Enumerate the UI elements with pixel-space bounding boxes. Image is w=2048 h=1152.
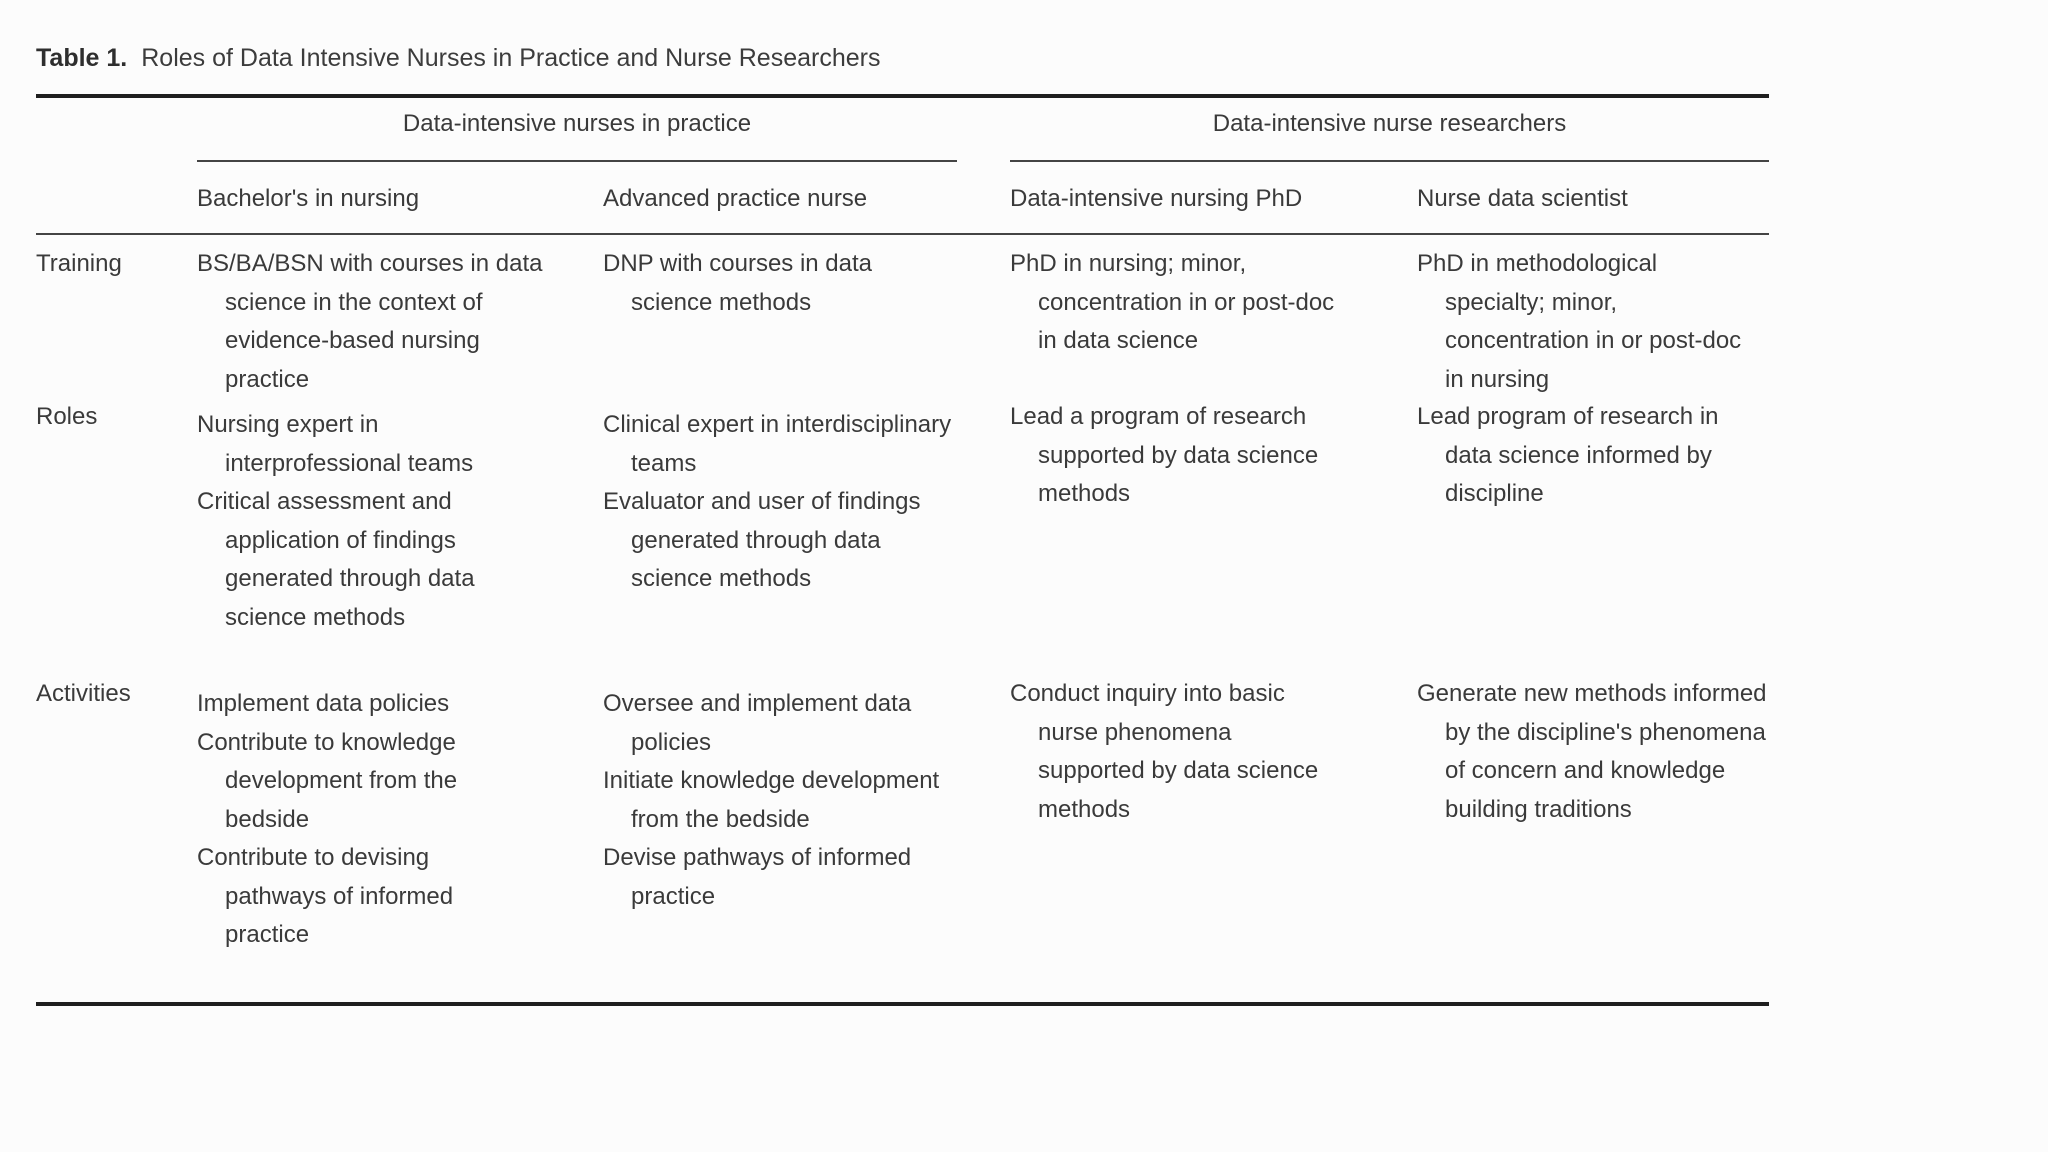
cell-entry: Devise pathways of informed practice bbox=[603, 844, 912, 910]
group-rule-researchers bbox=[1010, 160, 1769, 162]
table-title bbox=[36, 44, 880, 73]
table-cell bbox=[197, 406, 537, 637]
column-header-advanced-practice: Advanced practice nurse bbox=[603, 185, 868, 212]
cell-entry: Initiate knowledge development from the bedside bbox=[603, 767, 940, 833]
cell-entry: Implement data policies bbox=[197, 690, 450, 717]
cell-entry: Lead program of research in data science informed by discipline bbox=[1417, 403, 1719, 507]
table-cell bbox=[197, 245, 547, 399]
column-header-nursing-phd: Data-intensive nursing PhD bbox=[1010, 185, 1303, 212]
table-cell bbox=[1417, 675, 1772, 829]
cell-entry: Contribute to devising pathways of informed practice bbox=[197, 844, 454, 948]
table-label: Table 1. bbox=[36, 44, 128, 72]
header-rule bbox=[36, 233, 1769, 235]
group-rule-practice bbox=[197, 160, 957, 162]
cell-entry: Evaluator and user of findings generated through data science methods bbox=[603, 488, 921, 592]
cell-entry: Generate new methods informed by the discipline's phenomena of concern and knowledge building traditions bbox=[1417, 680, 1767, 823]
cell-entry: Contribute to knowledge development from the bedside bbox=[197, 728, 458, 833]
cell-entry: Nursing expert in interprofessional teams bbox=[197, 411, 474, 477]
table-cell bbox=[1417, 245, 1742, 399]
table-cell bbox=[1417, 398, 1757, 514]
cell-entry: Oversee and implement data policies bbox=[603, 690, 912, 756]
table-caption: Roles of Data Intensive Nurses in Practice and Nurse Researchers bbox=[141, 44, 881, 72]
column-header-bachelors: Bachelor's in nursing bbox=[197, 185, 420, 212]
group-header-practice: Data-intensive nurses in practice bbox=[402, 110, 752, 137]
row-label-training: Training bbox=[36, 250, 122, 277]
bottom-rule bbox=[36, 1002, 1769, 1006]
cell-entry: PhD in methodological specialty; minor, concentration in or post-doc in nursing bbox=[1417, 250, 1742, 393]
group-header-researchers: Data-intensive nurse researchers bbox=[1212, 110, 1567, 137]
cell-entry: Conduct inquiry into basic nurse phenomena supported by data science methods bbox=[1010, 680, 1319, 823]
cell-entry: Critical assessment and application of findings generated through data science methods bbox=[197, 488, 475, 631]
cell-entry: BS/BA/BSN with courses in data science in the context of evidence-based nursing practice bbox=[197, 250, 543, 393]
table-cell bbox=[603, 245, 953, 322]
table-cell bbox=[603, 685, 963, 916]
table-cell bbox=[197, 685, 517, 955]
table-cell bbox=[603, 406, 963, 599]
cell-entry: Clinical expert in interdisciplinary teams bbox=[603, 411, 952, 477]
table-cell bbox=[1010, 675, 1340, 829]
cell-entry: DNP with courses in data science methods bbox=[603, 250, 873, 316]
table-cell bbox=[1010, 245, 1340, 361]
row-label-activities: Activities bbox=[36, 680, 131, 707]
cell-entry: PhD in nursing; minor, concentration in or post-doc in data science bbox=[1010, 250, 1335, 354]
top-rule bbox=[36, 94, 1769, 98]
cell-entry: Lead a program of research supported by data science methods bbox=[1010, 403, 1319, 507]
column-header-nurse-data-scientist: Nurse data scientist bbox=[1417, 185, 1628, 212]
table-cell bbox=[1010, 398, 1340, 514]
row-label-roles: Roles bbox=[36, 403, 98, 430]
